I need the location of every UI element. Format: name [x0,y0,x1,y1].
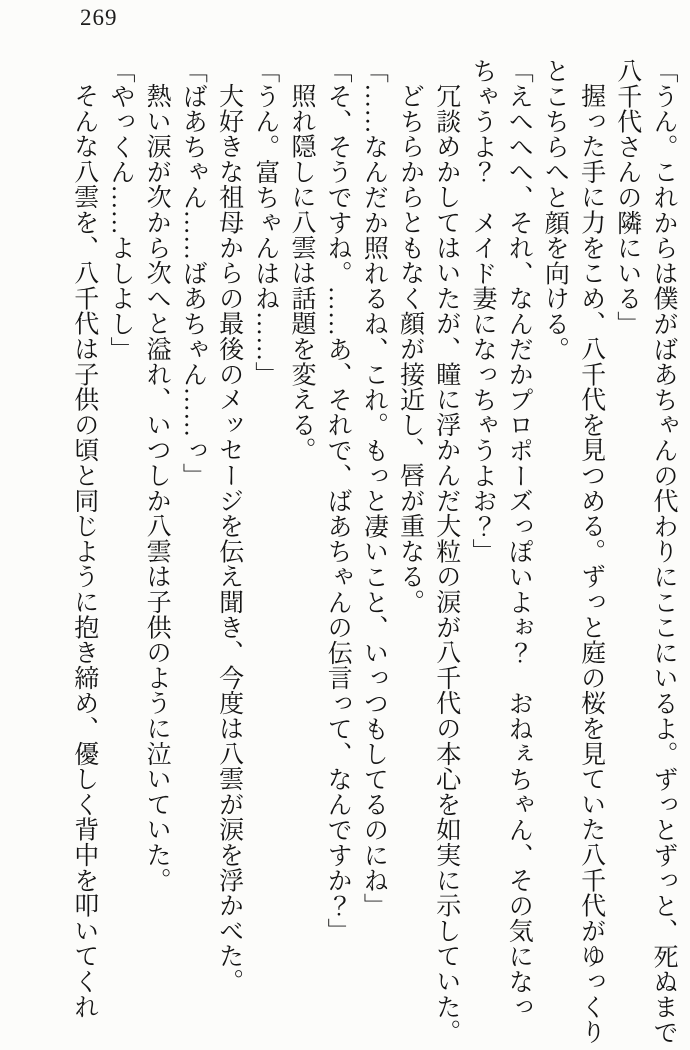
paragraph: 「えへへへ、それ、なんだかプロポーズっぽいよぉ？ おねぇちゃん、その気になっちゃうよ？ メイド妻になっちゃうよお？」 [468,58,533,1020]
paragraph: 「そ、そうですね。……あ、それで、ばあちゃんの伝言って、なんですか？」 [324,58,352,944]
paragraph: 照れ隠しに八雲は話題を変える。 [287,83,315,463]
paragraph: 大好きな祖母からの最後のメッセージを伝え聞き、今度は八雲が涙を浮かべた。 [215,83,243,994]
paragraph: 「……なんだか照れるね、これ。もっと凄いこと、いっつもしてるのにね」 [360,58,388,919]
paragraph: 「うん。これからは僕がばあちゃんの代わりにここにいるよ。ずっとずっと、死ぬまで八千代さんの隣にいる」 [613,58,677,1045]
paragraph: どちらからともなく顔が接近し、唇が重なる。 [396,83,424,615]
paragraph: 握った手に力をこめ、八千代を見つめる。ずっと庭の桜を見ていた八千代がゆっくりとこちらへと顔を向ける。 [541,58,605,1045]
paragraph: 冗談めかしてはいたが、瞳に浮かんだ大粒の涙が八千代の本心を如実に示していた。 [432,83,460,1045]
page-number: 269 [80,5,118,30]
vertical-text-block [66,58,681,1048]
paragraph: そんな八雲を、八千代は子供の頃と同じように抱き締め、優しく背中を叩いてくれ [70,83,98,1020]
paragraph: 「ばあちゃん……ばあちゃん……っ」 [179,58,207,489]
paragraph: 「やっくん……よしよし」 [106,58,134,362]
paragraph: 熱い涙が次から次へと溢れ、いつしか八雲は子供のように泣いていた。 [143,83,171,893]
paragraph: 「うん。富ちゃんはね……」 [251,58,279,387]
